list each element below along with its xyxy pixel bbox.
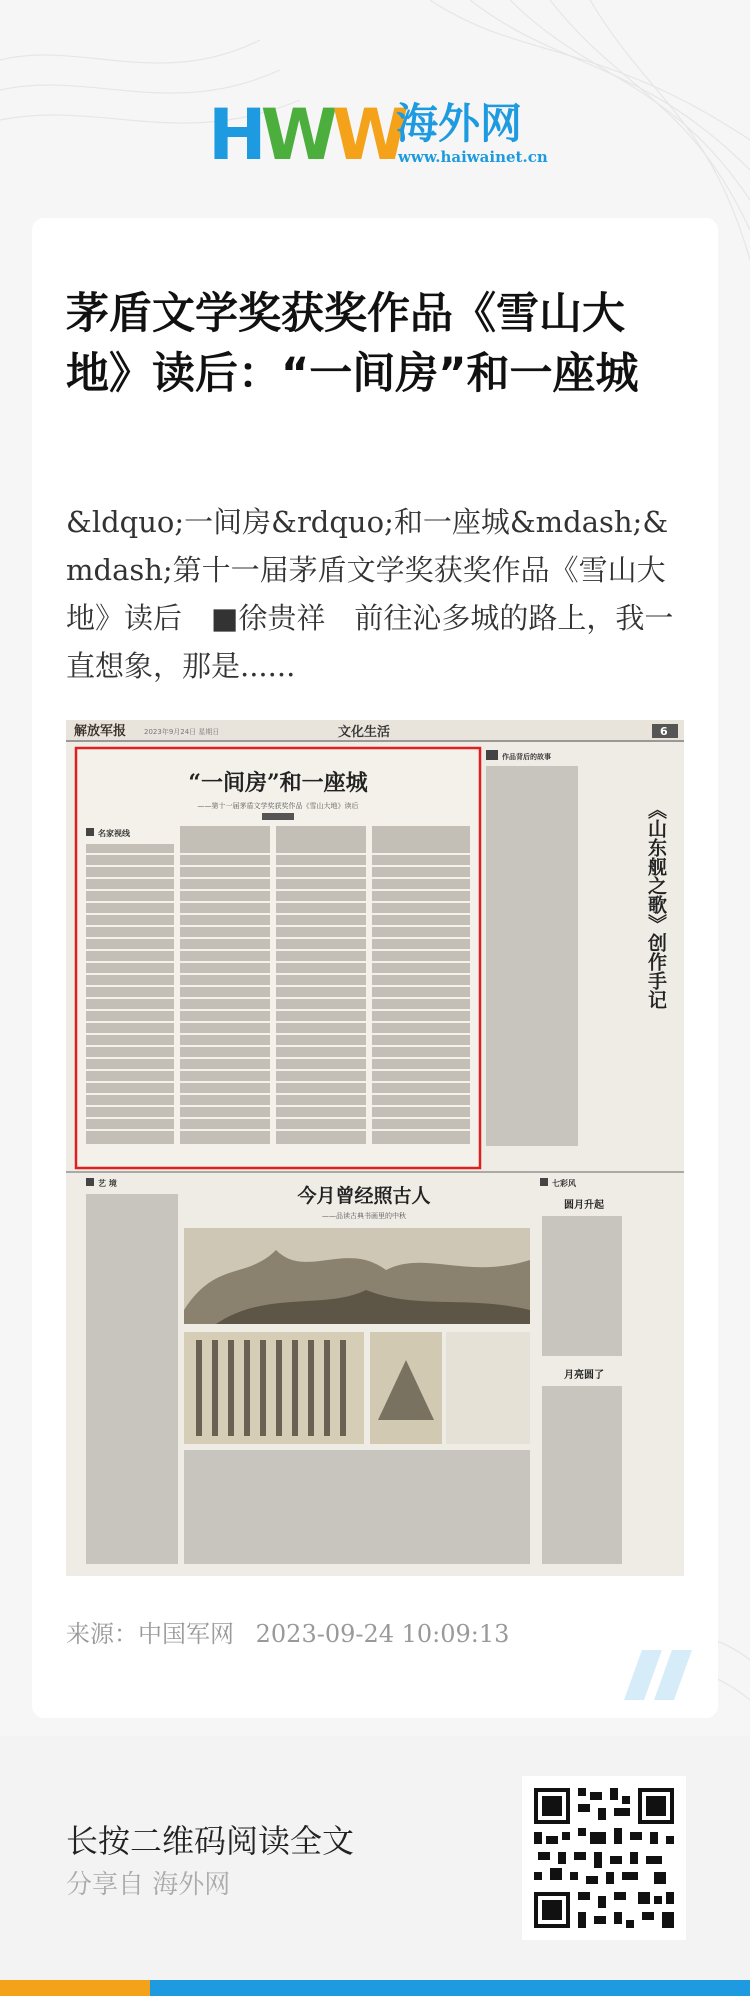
masthead: 解放军报 xyxy=(74,724,127,739)
share-source: 分享自 海外网 xyxy=(66,1870,231,1900)
logo-chinese-name: 海外网 xyxy=(396,99,523,148)
side-subtitle-1: 圆月升起 xyxy=(564,1200,604,1211)
article-summary: &ldquo;一间房&rdquo;和一座城&mdash;&mdash;第十一届茅盾文学奖获奖作品《雪山大地》读后 ■徐贵祥 前往沁多城的路上，我一直想象，那是...... xyxy=(66,505,674,683)
qr-code-icon xyxy=(534,1788,674,1928)
article-title: 茅盾文学奖获奖作品《雪山大地》读后：“一间房”和一座城 xyxy=(66,289,639,399)
footer xyxy=(0,1736,750,1980)
date-line: 2023年9月24日 星期日 xyxy=(144,728,220,736)
qr-code[interactable] xyxy=(522,1776,686,1940)
side-subtitle-2: 月亮圆了 xyxy=(564,1370,604,1381)
newspaper-subheadline-2: ——品读古典书画里的中秋 xyxy=(322,1212,406,1220)
logo-letters: HWW xyxy=(208,94,404,176)
article-card xyxy=(32,218,718,1718)
column-label-4: 七彩风 xyxy=(552,1179,576,1188)
section-name: 文化生活 xyxy=(338,725,391,740)
bottom-color-bar xyxy=(0,1980,750,1996)
logo-url: www.haiwainet.cn xyxy=(398,148,548,166)
column-label-2: 作品背后的故事 xyxy=(502,753,551,761)
publish-timestamp: 2023-09-24 10:09:13 xyxy=(255,1620,510,1648)
newspaper-page-image[interactable] xyxy=(66,720,684,1576)
decorative-slashes-icon xyxy=(622,1650,712,1700)
newspaper-headline: “一间房”和一座城 xyxy=(188,770,368,796)
article-meta xyxy=(66,1614,523,1649)
column-label-1: 名家视线 xyxy=(98,829,130,838)
source-label: 来源：中国军网 xyxy=(66,1620,234,1648)
read-full-text-prompt: 长按二维码阅读全文 xyxy=(66,1822,355,1860)
column-label-3: 艺 境 xyxy=(98,1179,117,1188)
newspaper-subheadline: ——第十一届茅盾文学奖获奖作品《雪山大地》读后 xyxy=(197,802,359,810)
page-number: 6 xyxy=(660,725,668,738)
side-title: 《山东舰之歌》创作手记 xyxy=(645,800,667,1009)
haiwainet-logo[interactable] xyxy=(208,94,548,176)
newspaper-headline-2: 今月曾经照古人 xyxy=(297,1185,431,1207)
